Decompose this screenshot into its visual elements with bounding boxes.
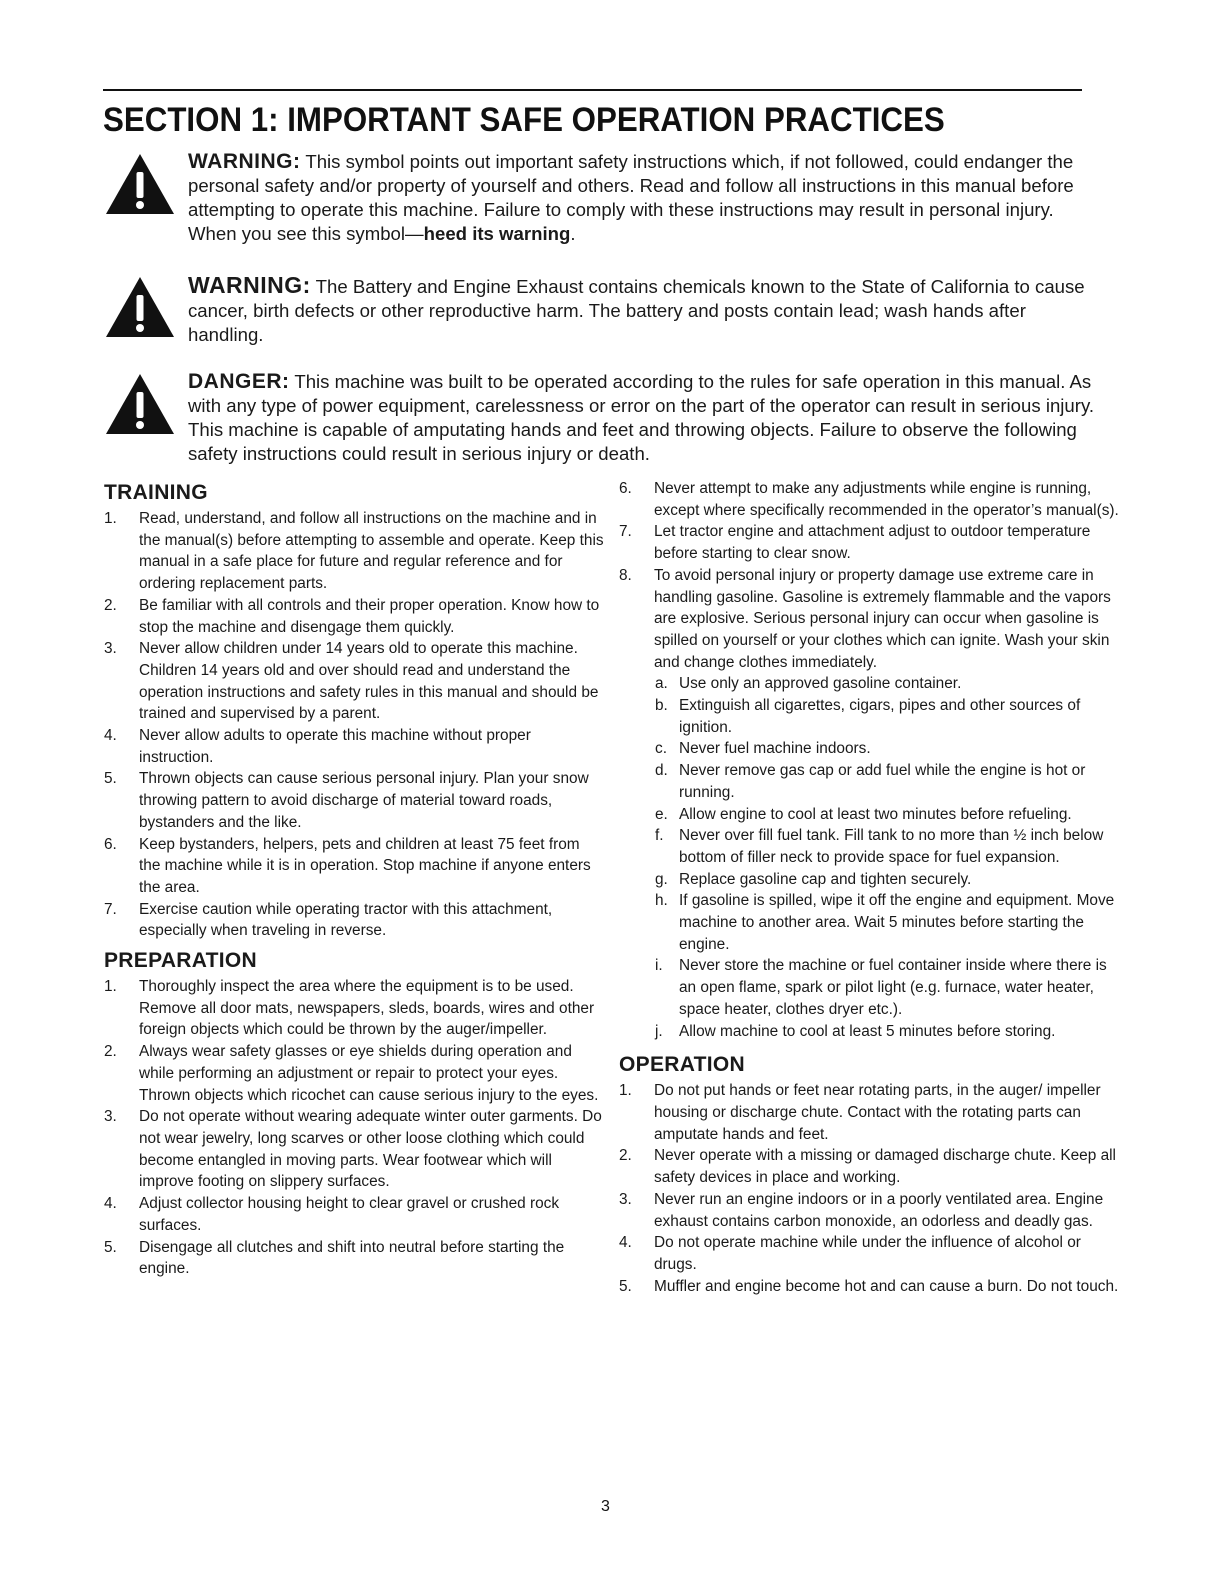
sub-list-item — [619, 673, 1119, 695]
item-number: 1. — [104, 510, 117, 527]
item-letter: h. — [655, 892, 668, 910]
title-rule — [103, 89, 1082, 91]
item-number: 3. — [619, 1190, 632, 1208]
list-item — [104, 1106, 604, 1193]
sub-list-item — [619, 695, 1119, 738]
notice-text — [188, 150, 1104, 246]
sub-list-item — [619, 760, 1119, 803]
item-number: 5. — [104, 1238, 117, 1256]
item-text: Never attempt to make any adjustments while engine is running, except where specifically recommended in the operator’s manual(s). — [654, 480, 1119, 519]
notice-warning-california — [104, 273, 1104, 347]
item-text: Never fuel machine indoors. — [679, 740, 871, 758]
item-text: Extinguish all cigarettes, cigars, pipes and other sources of ignition. — [679, 697, 1081, 736]
section-title: SECTION 1: IMPORTANT SAFE OPERATION PRACTICES — [103, 101, 945, 139]
item-number: 5. — [619, 1277, 632, 1295]
item-number: 6. — [619, 480, 632, 497]
item-letter: a. — [655, 675, 668, 693]
notice-body: This symbol points out important safety instructions which, if not followed, could endanger the personal safety and/or property of yourself and others. Read and follow all instructions in this manual before attempting to operate this machine. Failure to comply with these instructions may result in personal injury. When you see this symbol— — [188, 151, 1074, 244]
notice-warning-symbol — [104, 150, 1104, 246]
item-text: If gasoline is spilled, wipe it off the engine and equipment. Move machine to another area. Wait 5 minutes before starting the engine. — [679, 892, 1115, 953]
item-text: Never allow adults to operate this machine without proper instruction. — [139, 727, 531, 766]
sub-list-item — [619, 869, 1119, 891]
list-item — [619, 565, 1119, 674]
training-heading: TRAINING — [104, 481, 208, 504]
list-item — [619, 1145, 1119, 1188]
list-item — [104, 899, 604, 942]
item-text: Never remove gas cap or add fuel while the engine is hot or running. — [679, 762, 1086, 801]
item-text: Thrown objects can cause serious personal injury. Plan your snow throwing pattern to avoid discharge of material toward roads, bystanders and the like. — [139, 770, 589, 831]
item-number: 2. — [619, 1147, 632, 1165]
item-text: Adjust collector housing height to clear gravel or crushed rock surfaces. — [139, 1195, 560, 1234]
item-number: 7. — [619, 523, 632, 541]
preparation-list — [104, 976, 604, 1280]
sub-list-item — [619, 804, 1119, 826]
item-letter: e. — [655, 805, 668, 823]
item-number: 3. — [104, 640, 117, 658]
sub-list-item — [619, 1021, 1119, 1043]
notice-tail: . — [570, 223, 576, 244]
list-item — [104, 725, 604, 768]
item-text: Never allow children under 14 years old to operate this machine. Children 14 years old and over should read and understand the operation instructions and safety rules in this manual and should be trained and supervised by a parent. — [139, 640, 599, 723]
item-text: Never over fill fuel tank. Fill tank to no more than ½ inch below bottom of filler neck to provide space for fuel expansion. — [679, 827, 1104, 866]
item-number: 1. — [619, 1082, 632, 1100]
gasoline-sublist — [619, 673, 1119, 1042]
list-item — [619, 1080, 1119, 1145]
sub-list-item — [619, 738, 1119, 760]
list-item — [619, 1276, 1119, 1298]
item-number: 5. — [104, 770, 117, 788]
list-item — [104, 976, 604, 1041]
preparation-heading: PREPARATION — [104, 949, 258, 973]
item-number: 4. — [619, 1234, 632, 1252]
item-number: 8. — [619, 566, 632, 584]
warning-triangle-icon — [104, 152, 176, 216]
notice-body: This machine was built to be operated according to the rules for safe operation in this manual. As with any type of power equipment, carelessness or error on the part of the operator can result in serious injury. This machine is capable of amputating hands and feet and throwing objects. Failure to observe the following safety instructions could result in serious injury or death. — [188, 371, 1095, 464]
item-number: 4. — [104, 1195, 117, 1213]
list-item — [619, 1189, 1119, 1232]
item-text: Never run an engine indoors or in a poorly ventilated area. Engine exhaust contains carbon monoxide, an odorless and deadly gas. — [654, 1190, 1104, 1230]
page-number: 3 — [601, 1498, 610, 1515]
item-text: Be familiar with all controls and their proper operation. Know how to stop the machine and disengage them quickly. — [139, 596, 600, 636]
list-item — [619, 478, 1119, 521]
item-text: Do not operate machine while under the influence of alcohol or drugs. — [654, 1234, 1081, 1273]
item-number: 2. — [104, 596, 117, 614]
preparation-list-continued — [619, 478, 1119, 673]
item-number: 1. — [104, 978, 117, 996]
item-text: Replace gasoline cap and tighten securely. — [679, 870, 972, 888]
item-text: Do not operate without wearing adequate winter outer garments. Do not wear jewelry, long scarves or other loose clothing which could become entangled in moving parts. Wear footwear which will improve footing on slippery surfaces. — [139, 1108, 602, 1191]
item-text: Allow machine to cool at least 5 minutes before storing. — [679, 1022, 1056, 1040]
item-text: Never store the machine or fuel container inside where there is an open flame, spark or pilot light (e.g. furnace, water heater, space heater, clothes dryer etc.). — [679, 957, 1107, 1018]
right-column — [619, 478, 1119, 1297]
item-letter: f. — [655, 827, 664, 845]
notice-danger — [104, 370, 1104, 466]
list-item — [619, 521, 1119, 564]
list-item — [104, 595, 604, 638]
operation-list — [619, 1080, 1119, 1297]
item-text: Thoroughly inspect the area where the equipment is to be used. Remove all door mats, newspapers, sleds, boards, wires and other foreign objects which could be thrown by the auger/impeller. — [139, 978, 595, 1039]
list-item — [104, 1041, 604, 1106]
notice-lead: WARNING: — [188, 272, 311, 298]
item-text: Disengage all clutches and shift into neutral before starting the engine. — [139, 1238, 565, 1278]
item-text: Muffler and engine become hot and can cause a burn. Do not touch. — [654, 1277, 1119, 1295]
left-column — [104, 478, 604, 1280]
item-letter: d. — [655, 762, 668, 780]
item-number: 6. — [104, 835, 117, 853]
list-item — [104, 638, 604, 725]
item-letter: j. — [655, 1022, 663, 1040]
operation-heading: OPERATION — [619, 1053, 745, 1077]
item-number: 2. — [104, 1043, 117, 1061]
item-text: Exercise caution while operating tractor with this attachment, especially when traveling in reverse. — [139, 900, 553, 940]
item-text: Use only an approved gasoline container. — [679, 675, 962, 693]
item-number: 4. — [104, 727, 117, 745]
list-item — [104, 768, 604, 833]
item-number: 7. — [104, 900, 117, 918]
item-text: Let tractor engine and attachment adjust to outdoor temperature before starting to clear snow. — [654, 523, 1091, 563]
notice-text — [188, 370, 1104, 466]
warning-triangle-icon — [104, 275, 176, 339]
list-item — [104, 1193, 604, 1236]
item-letter: i. — [655, 957, 663, 975]
item-text: Never operate with a missing or damaged discharge chute. Keep all safety devices in place and working. — [654, 1147, 1116, 1187]
item-text: Allow engine to cool at least two minutes before refueling. — [679, 805, 1072, 823]
notice-text — [188, 273, 1104, 347]
item-number: 3. — [104, 1108, 117, 1126]
item-text: Do not put hands or feet near rotating parts, in the auger/ impeller housing or discharge chute. Contact with the rotating parts can amputate hands and feet. — [654, 1082, 1101, 1143]
item-text: Always wear safety glasses or eye shields during operation and while performing an adjustment or repair to protect your eyes. Thrown objects which ricochet can cause serious injury to the eyes. — [139, 1043, 599, 1104]
item-text: Keep bystanders, helpers, pets and children at least 75 feet from the machine while it is in operation. Stop machine if anyone enters the area. — [139, 835, 591, 896]
item-letter: g. — [655, 870, 668, 888]
training-list — [104, 508, 604, 942]
list-item — [619, 1232, 1119, 1275]
item-text: To avoid personal injury or property damage use extreme care in handling gasoline. Gasoline is extremely flammable and the vapors are explosive. Serious personal injury can occur when gasoline is spilled on yourself or your clothes which can ignite. Wash your skin and change clothes immediately. — [654, 566, 1111, 671]
list-item — [104, 834, 604, 899]
notice-emphasis: heed its warning — [423, 223, 571, 244]
item-text: Read, understand, and follow all instructions on the machine and in the manual(s) before attempting to assemble and operate. Keep this manual in a safe place for future and regular reference and for ordering replacement parts. — [139, 510, 604, 593]
item-letter: c. — [655, 740, 667, 758]
list-item — [104, 508, 604, 595]
sub-list-item — [619, 955, 1119, 1020]
notice-lead: WARNING: — [188, 150, 301, 173]
list-item — [104, 1237, 604, 1280]
sub-list-item — [619, 825, 1119, 868]
warning-triangle-icon — [104, 372, 176, 436]
notice-lead: DANGER: — [188, 370, 290, 393]
sub-list-item — [619, 890, 1119, 955]
item-letter: b. — [655, 697, 668, 715]
notice-body: The Battery and Engine Exhaust contains chemicals known to the State of California to cause cancer, birth defects or other reproductive harm. The battery and posts contain lead; wash hands after handling. — [188, 276, 1085, 345]
